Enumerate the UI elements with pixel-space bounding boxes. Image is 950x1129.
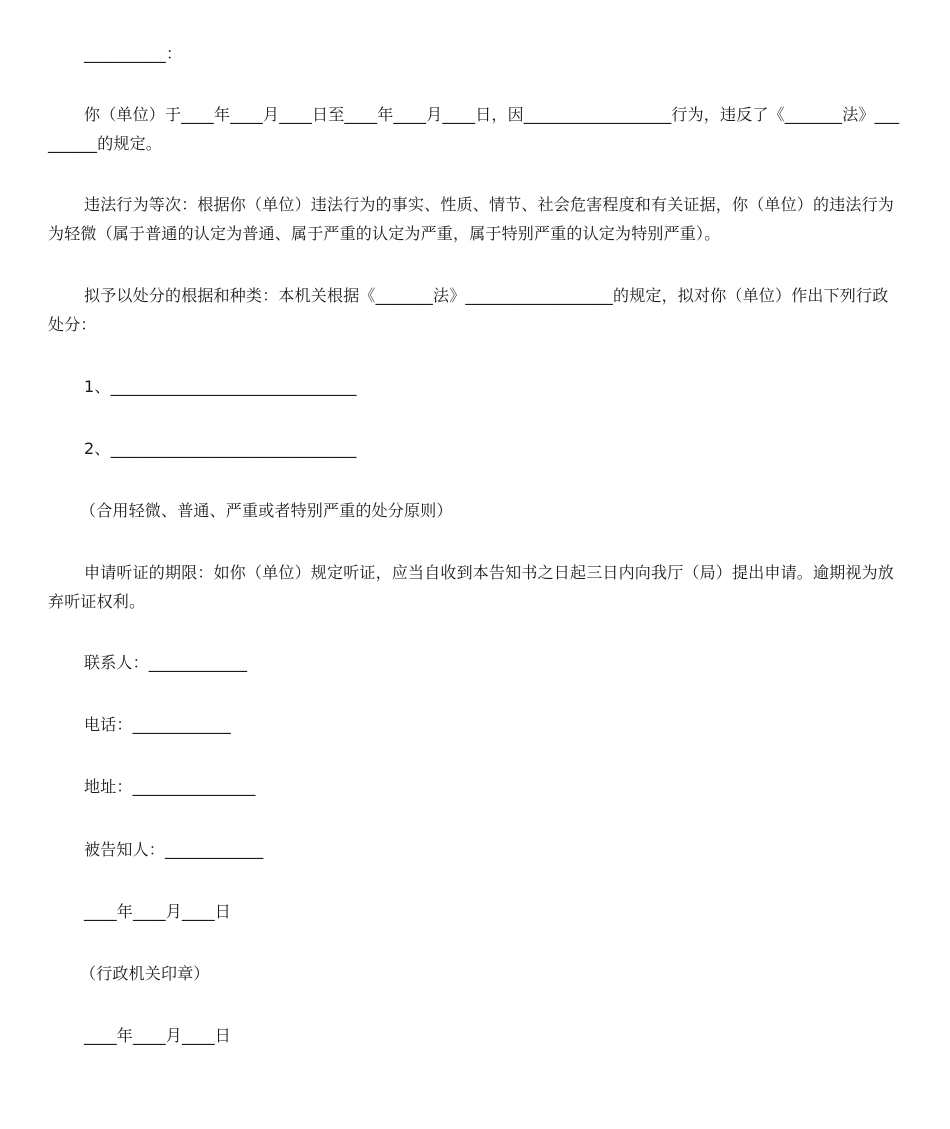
penalty-basis-paragraph: 拟予以处分的根据和种类：本机关根据《_______法》__________________的规定，拟对你（单位）作出下列行政处分： xyxy=(48,286,889,334)
penalty-item-1: 1、______________________________ xyxy=(84,377,357,396)
addressee-line: __________： xyxy=(84,44,183,63)
principle-note: （合用轻微、普通、严重或者特别严重的处分原则） xyxy=(80,501,453,520)
severity-paragraph: 违法行为等次：根据你（单位）违法行为的事实、性质、情节、社会危害程度和有关证据，你（单位）的违法行为为轻微（属于普通的认定为普通、属于严重的认定为严重，属于特别严重的认定为特别严重）。 xyxy=(48,195,895,243)
date-line-2: ____年____月____日 xyxy=(84,1026,232,1045)
notified-person-line: 被告知人：____________ xyxy=(84,840,264,859)
violation-paragraph: 你（单位）于____年____月____日至____年____月____日，因__________________行为，违反了《_______法》_________的规定。 xyxy=(48,105,900,153)
penalty-item-2: 2、______________________________ xyxy=(84,439,357,458)
seal-note: （行政机关印章） xyxy=(80,964,210,983)
contact-person-line: 联系人：____________ xyxy=(84,653,248,672)
address-line: 地址：_______________ xyxy=(84,777,256,796)
phone-line: 电话：____________ xyxy=(84,715,232,734)
date-line-1: ____年____月____日 xyxy=(84,902,232,921)
hearing-paragraph: 申请听证的期限：如你（单位）规定听证，应当自收到本告知书之日起三日内向我厅（局）提出申请。逾期视为放弃听证权利。 xyxy=(48,563,895,611)
